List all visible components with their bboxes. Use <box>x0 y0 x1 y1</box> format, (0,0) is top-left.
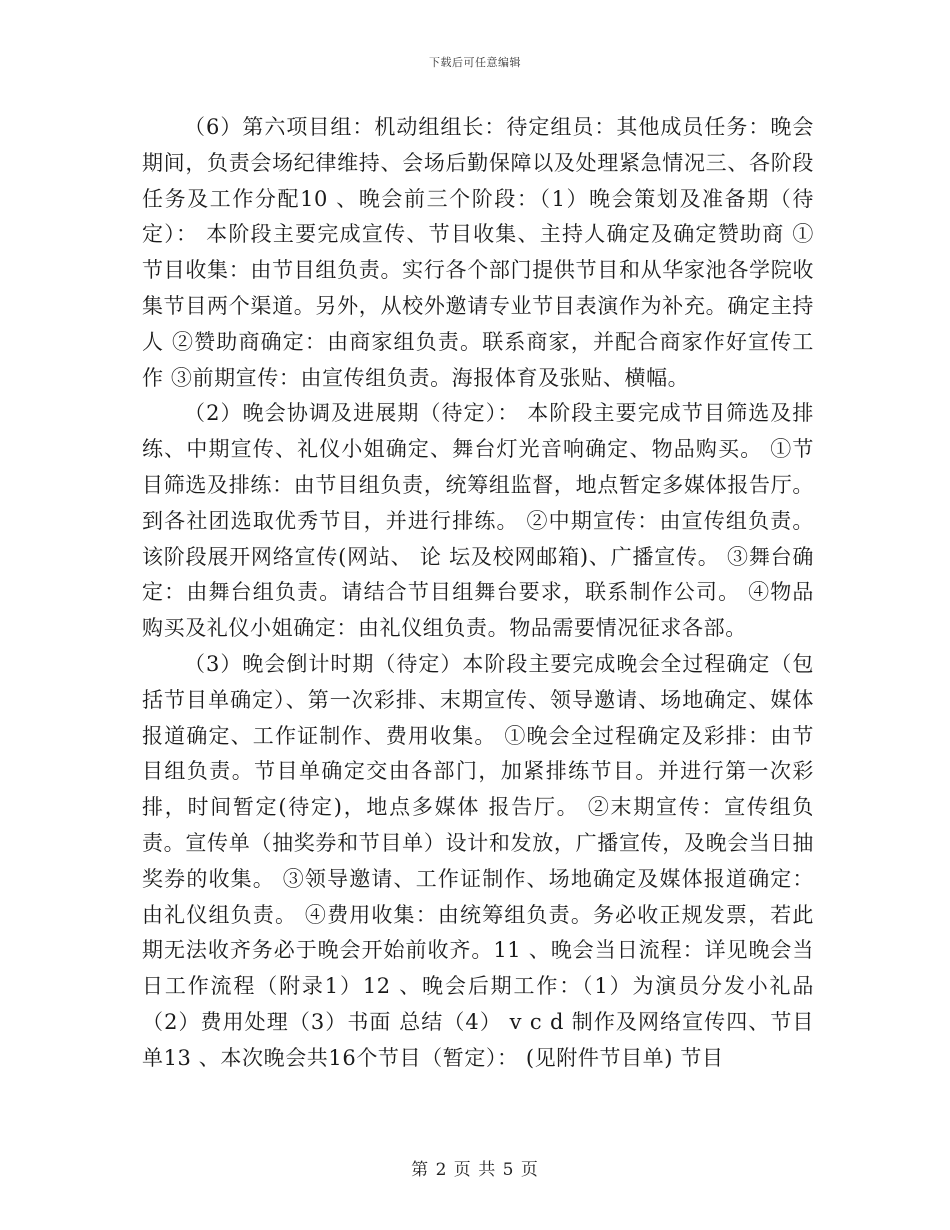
paragraph-countdown-phase: （3）晚会倒计时期（待定）本阶段主要完成晚会全过程确定（包括节目单确定）、第一次彩排、末期宣传、领导邀请、场地确定、媒体报道确定、工作证制作、费用收集。 ①晚会全过程确定及彩排：由节目组负责。节目单确定交由各部门，加紧排练节目。并进行第一次彩排，时间暂定(待定)，地点多媒体 报告厅。 ②末期宣传：宣传组负责。宣传单（抽奖券和节目单）设计和发放，广播宣传，及晚会当日抽奖券的收集。 ③领导邀请、工作证制作、场地确定及媒体报道确定：由礼仪组负责。 ④费用收集：由统筹组负责。务必收正规发票，若此期无法收齐务必于晚会开始前收齐。11 、晚会当日流程：详见晚会当日工作流程（附录1）12 、晚会后期工作：（1）为演员分发小礼品（2）费用处理（3）书面 总结（4） v c d 制作及网络宣传四、节目单13 、本次晚会共16个节目（暂定）： (见附件节目单) 节目 <box>142 651 814 1070</box>
page-header: 下载后可任意编辑 <box>429 56 521 69</box>
paragraph-coordination-phase: （2）晚会协调及进展期（待定）： 本阶段主要完成节目筛选及排练、中期宣传、礼仪小姐确定、舞台灯光音响确定、物品购买。 ①节目筛选及排练：由节目组负责，统筹组监督，地点暂定多媒体报告厅。到各社团选取优秀节目，并进行排练。 ②中期宣传：由宣传组负责。该阶段展开网络宣传(网站、 论 坛及校网邮箱)、广播宣传。 ③舞台确定：由舞台组负责。请结合节目组舞台要求，联系制作公司。 ④物品购买及礼仪小姐确定：由礼仪组负责。物品需要情况征求各部。 <box>142 401 814 641</box>
paragraph-mobile-group: （6）第六项目组：机动组组长：待定组员：其他成员任务：晚会期间，负责会场纪律维持、会场后勤保障以及处理紧急情况三、各阶段任务及工作分配10 、晚会前三个阶段：（1）晚会策划及准备期（待定）： 本阶段主要完成宣传、节目收集、主持人确定及确定赞助商 ①节目收集：由节目组负责。实行各个部门提供节目和从华家池各学院收集节目两个渠道。另外，从校外邀请专业节目表演作为补充。确定主持人 ②赞助商确定：由商家组负责。联系商家，并配合商家作好宣传工作 ③前期宣传：由宣传组负责。海报体育及张贴、横幅。 <box>142 115 814 390</box>
document-body <box>142 110 814 1077</box>
page-number: 第 2 页 共 5 页 <box>411 1160 539 1180</box>
